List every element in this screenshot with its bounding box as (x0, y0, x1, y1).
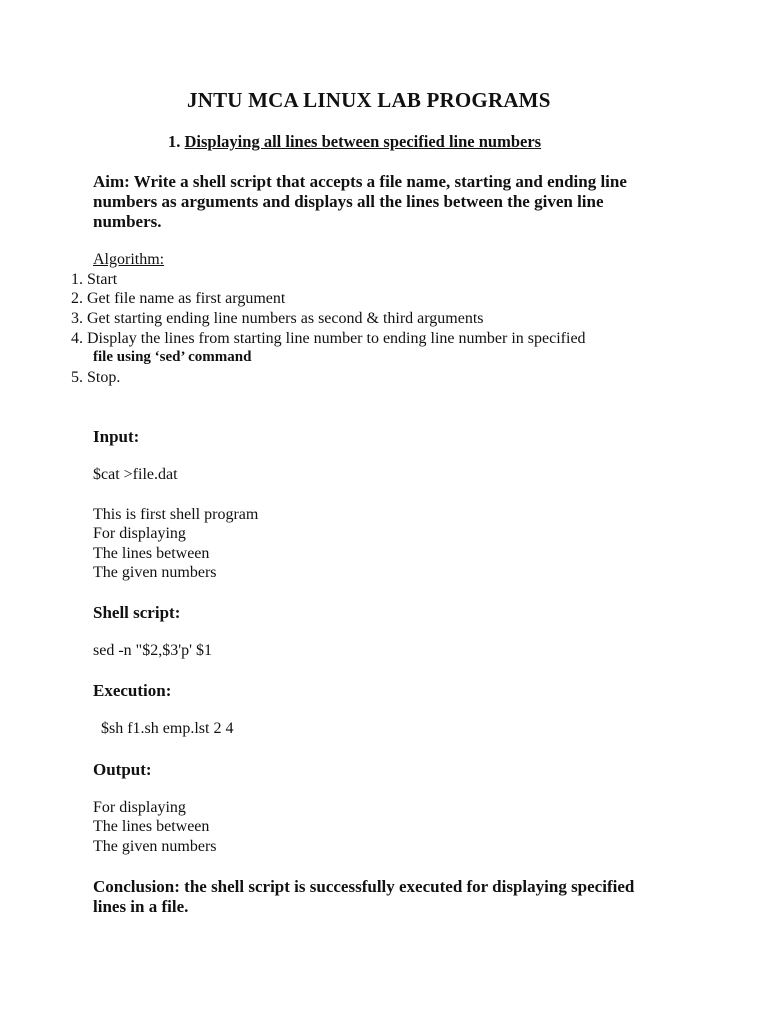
algorithm-step: 3. Get starting ending line numbers as second & third arguments (71, 310, 484, 327)
output-line: The given numbers (93, 838, 217, 855)
output-line: For displaying (93, 799, 186, 816)
input-command: $cat >file.dat (93, 466, 178, 483)
algorithm-step: 1. Start (71, 271, 118, 288)
program-heading (168, 134, 541, 151)
input-line: This is first shell program (93, 506, 259, 523)
input-heading: Input: (93, 427, 140, 446)
aim-line-1: Aim: Write a shell script that accepts a file name, starting and ending line (93, 172, 627, 191)
algorithm-heading: Algorithm: (93, 251, 165, 268)
execution-command: $sh f1.sh emp.lst 2 4 (101, 720, 234, 737)
conclusion-line-1: Conclusion: the shell script is successfully executed for displaying specified (93, 877, 635, 896)
output-line: The lines between (93, 818, 210, 835)
shell-script-code: sed -n "$2,$3'p' $1 (93, 642, 212, 659)
input-line: The given numbers (93, 564, 217, 581)
shell-script-heading: Shell script: (93, 603, 181, 622)
program-number: 1. (168, 132, 181, 151)
algorithm-step: 2. Get file name as first argument (71, 290, 286, 307)
execution-heading: Execution: (93, 681, 172, 700)
program-title: Displaying all lines between specified line numbers (184, 132, 542, 151)
aim-line-3: numbers. (93, 212, 162, 231)
conclusion-line-2: lines in a file. (93, 897, 189, 916)
aim-line-2: numbers as arguments and displays all the lines between the given line (93, 192, 604, 211)
algorithm-step: 4. Display the lines from starting line number to ending line number in specified (71, 330, 586, 347)
input-line: For displaying (93, 525, 186, 542)
page-title: JNTU MCA LINUX LAB PROGRAMS (187, 88, 551, 112)
output-heading: Output: (93, 760, 152, 779)
algorithm-step-continuation: file using ‘sed’ command (93, 349, 252, 365)
algorithm-step: 5. Stop. (71, 369, 121, 386)
input-line: The lines between (93, 545, 210, 562)
